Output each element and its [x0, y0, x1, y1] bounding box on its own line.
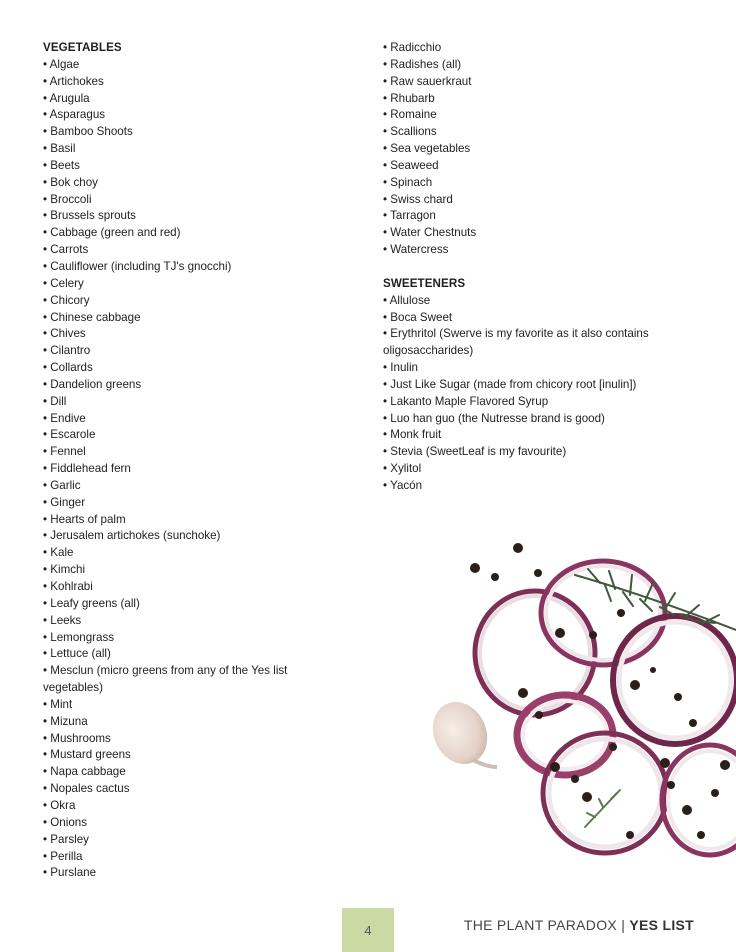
list-item: • Watercress	[383, 243, 449, 257]
page-number-box	[342, 908, 394, 952]
list-item: • Onions	[43, 815, 88, 829]
list-item: • Mint	[43, 697, 73, 711]
list-item: • Scallions	[383, 125, 437, 139]
list-item: • Romaine	[383, 108, 437, 122]
sweeteners-heading: SWEETENERS	[383, 276, 466, 290]
list-item: • Okra	[43, 798, 76, 812]
list-item: • Mizuna	[43, 714, 88, 728]
list-item: • Jerusalem artichokes (sunchoke)	[43, 529, 221, 543]
list-item: • Asparagus	[43, 108, 106, 122]
list-item: • Boca Sweet	[383, 310, 453, 324]
list-item: • Just Like Sugar (made from chicory root [inulin])	[383, 377, 637, 391]
list-item: • Perilla	[43, 849, 83, 863]
list-item: • Yacón	[383, 478, 423, 492]
list-item: • Arugula	[43, 91, 90, 105]
footer-subtitle: YES LIST	[629, 917, 694, 933]
vegetables-heading: VEGETABLES	[43, 41, 122, 54]
list-item: • Napa cabbage	[43, 765, 126, 779]
list-item: • Seaweed	[383, 158, 439, 172]
list-item: • Swiss chard	[383, 192, 453, 206]
footer-title	[464, 917, 694, 933]
list-item: • Parsley	[43, 832, 89, 846]
list-item: • Bamboo Shoots	[43, 125, 133, 139]
list-item: • Monk fruit	[383, 428, 442, 442]
list-item: • Mushrooms	[43, 731, 111, 745]
list-item: • Fennel	[43, 445, 86, 459]
list-item: • Garlic	[43, 478, 81, 492]
list-item: • Spinach	[383, 175, 433, 189]
list-item: • Fiddlehead fern	[43, 462, 131, 476]
list-item: • Xylitol	[383, 462, 422, 476]
list-item: • Celery	[43, 276, 84, 290]
list-item: • Sea vegetables	[383, 142, 471, 156]
list-item: • Lemongrass	[43, 630, 115, 644]
list-item: • Leeks	[43, 613, 82, 627]
list-item: • Cauliflower (including TJ's gnocchi)	[43, 259, 232, 273]
list-item: • Chinese cabbage	[43, 310, 141, 324]
list-item: • Broccoli	[43, 192, 92, 206]
list-item: • Bok choy	[43, 175, 98, 189]
list-item: • Mustard greens	[43, 748, 131, 762]
list-item: • Radishes (all)	[383, 57, 462, 71]
list-item: • Kohlrabi	[43, 580, 93, 593]
list-item: • Hearts of palm	[43, 512, 126, 526]
list-item: • Lettuce (all)	[43, 647, 111, 661]
list-item: • Chicory	[43, 293, 90, 307]
list-item: • Cilantro	[43, 344, 91, 358]
list-item: • Escarole	[43, 428, 96, 442]
list-item: • Radicchio	[383, 41, 442, 54]
list-item: • Artichokes	[43, 74, 104, 88]
list-item: • Collards	[43, 361, 93, 375]
list-item: • Purslane	[43, 866, 97, 880]
list-item: • Algae	[43, 57, 80, 71]
garlic-clove	[425, 693, 497, 773]
list-item: • Raw sauerkraut	[383, 74, 472, 88]
list-item: • Tarragon	[383, 209, 436, 223]
vegetables-list-right	[383, 40, 673, 259]
list-item: • Allulose	[383, 293, 431, 307]
footer-separator: |	[617, 917, 630, 933]
list-item: • Mesclun (micro greens from any of the Yes list vegetables)	[43, 664, 288, 695]
list-item: • Ginger	[43, 495, 86, 509]
right-column	[383, 40, 673, 495]
list-item: • Kimchi	[43, 563, 86, 577]
list-item: • Stevia (SweetLeaf is my favourite)	[383, 445, 567, 459]
list-item: • Basil	[43, 142, 76, 156]
left-column	[43, 40, 343, 882]
list-item: • Rhubarb	[383, 91, 435, 105]
vegetables-list-left	[43, 57, 343, 882]
list-item: • Carrots	[43, 243, 89, 257]
list-item: • Inulin	[383, 361, 418, 375]
list-item: • Endive	[43, 411, 86, 425]
list-item: • Luo han guo (the Nutresse brand is good)	[383, 411, 605, 425]
list-item: • Erythritol (Swerve is my favorite as it also contains oligosaccharides)	[383, 327, 649, 358]
list-item: • Chives	[43, 327, 86, 341]
list-item: • Leafy greens (all)	[43, 596, 140, 610]
footer-title-text: THE PLANT PARADOX	[463, 917, 618, 933]
list-item: • Kale	[43, 546, 74, 560]
sweeteners-list	[383, 293, 673, 495]
list-item: • Water Chestnuts	[383, 226, 477, 240]
list-item: • Beets	[43, 158, 80, 172]
onion-pepper-photo	[425, 535, 736, 875]
page-number: 4	[364, 922, 372, 938]
list-item: • Dandelion greens	[43, 377, 142, 391]
list-item: • Nopales cactus	[43, 782, 130, 796]
list-item: • Brussels sprouts	[43, 209, 136, 223]
list-item: • Cabbage (green and red)	[43, 226, 181, 240]
list-item: • Lakanto Maple Flavored Syrup	[383, 394, 549, 408]
list-item: • Dill	[43, 394, 67, 408]
